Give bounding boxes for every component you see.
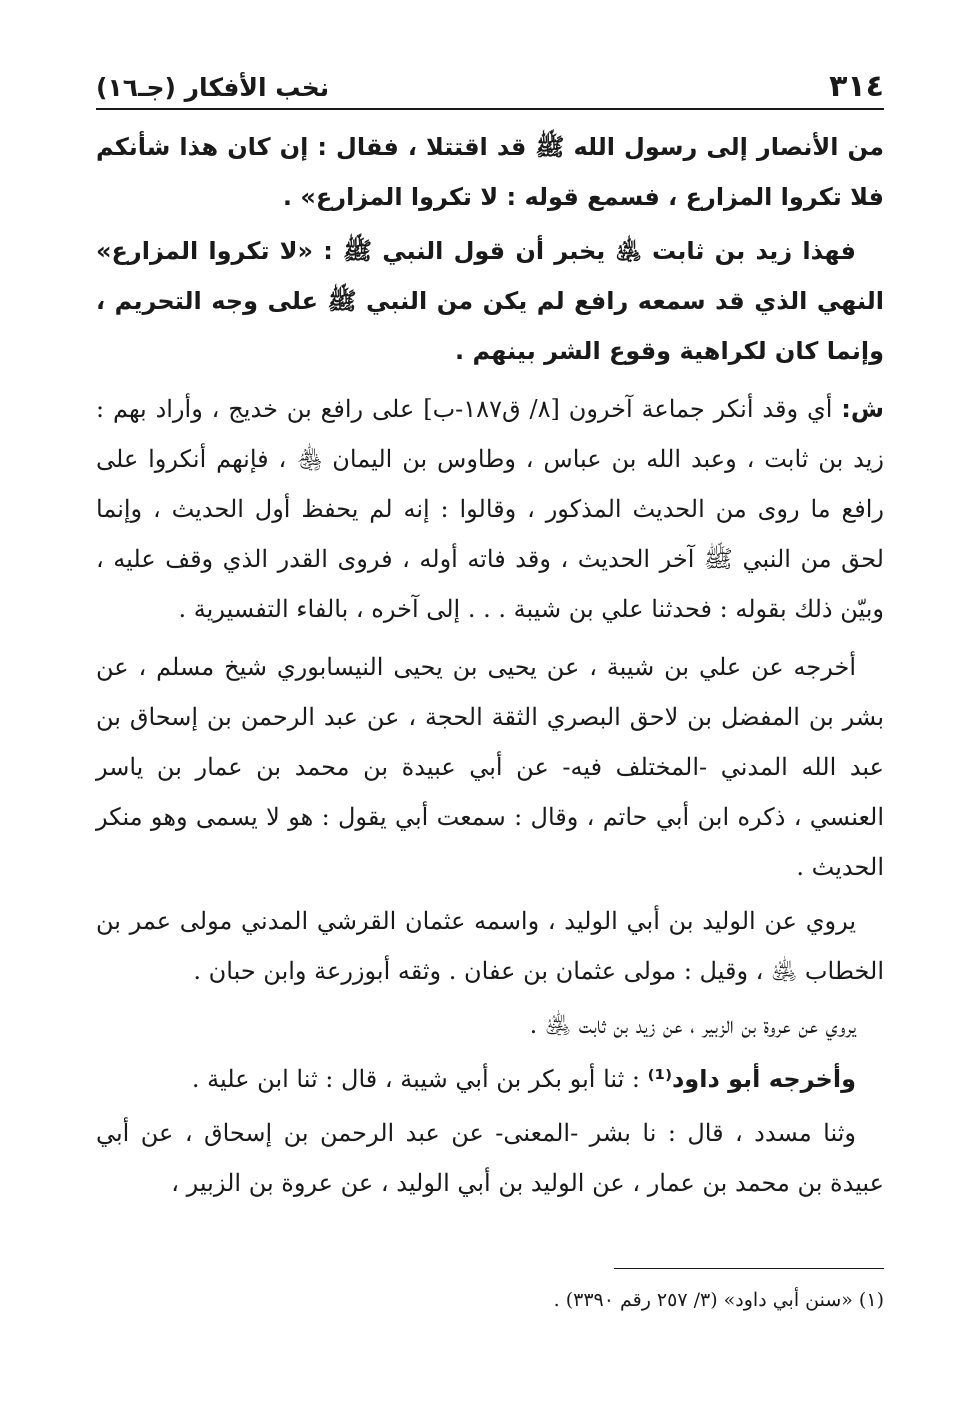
- page-body: [96, 122, 884, 1212]
- book-title: نخب الأفكار (جـ١٦): [96, 73, 330, 102]
- paragraph-text: أخرجه عن علي بن شيبة ، عن يحيى بن يحيى النيسابوري شيخ مسلم ، عن بشر بن المفضل بن لاحق البصري الثقة الحجة ، عن عبد الرحمن بن إسحاق بن عبد الله المدني -المختلف فيه- عن أبي عبيدة بن محمد بن عمار بن ياسر العنسي ، ذكره ابن أبي حاتم ، وقال : سمعت أبي يقول : هو لا يسمى وهو منكر الحديث .: [96, 653, 884, 881]
- paragraph-text: وثنا مسدد ، قال : نا بشر -المعنى- عن عبد الرحمن بن إسحاق ، عن أبي عبيدة بن محمد بن عمار ، عن الوليد بن أبي الوليد ، عن عروة بن الزبير ،: [96, 1119, 884, 1197]
- hadith-paragraph-2: [96, 226, 884, 376]
- paragraph-text: من الأنصار إلى رسول الله ﷺ قد اقتتلا ، فقال : إن كان هذا شأنكم فلا تكروا المزارع ، فسمع قوله : لا تكروا المزارع» .: [96, 133, 884, 211]
- hadith-paragraph-1: [96, 122, 884, 222]
- paragraph-text: فهذا زيد بن ثابت ﵁ يخبر أن قول النبي ﷺ : «لا تكروا المزارع» النهي الذي قد سمعه رافع لم يكن من النبي ﷺ على وجه التحريم ، وإنما كان لكراهية وقوع الشر بينهم .: [96, 237, 884, 365]
- commentary-paragraph-4: [96, 1000, 884, 1050]
- footnote-divider: [614, 1268, 884, 1269]
- commentary-paragraph-5: [96, 1054, 884, 1104]
- footnote: (١) «سنن أبي داود» (٣/ ٢٥٧ رقم ٣٣٩٠) .: [553, 1289, 884, 1311]
- commentary-paragraph-2: [96, 642, 884, 892]
- paragraph-text: أي وقد أنكر جماعة آخرون [٨/ ق١٨٧-ب] على رافع بن خديج ، وأراد بهم : زيد بن ثابت ، وعبد الله بن عباس ، وطاوس بن اليمان ﵃ ، فإنهم أنكروا على رافع ما روى من الحديث المذكور ، وقالوا : إنه لم يحفظ أول الحديث ، وإنما لحق من النبي ﷺ آخر الحديث ، وقد فاته أوله ، فروى القدر الذي وقف عليه ، وبيّن ذلك بقوله : فحدثنا علي بن شيبة . . . إلى آخره ، بالفاء التفسيرية .: [96, 395, 884, 623]
- commentary-marker: ش:: [841, 395, 885, 423]
- page-number: ٣١٤: [829, 69, 884, 104]
- page-header: [96, 58, 884, 108]
- commentary-paragraph-3: [96, 896, 884, 996]
- commentary-paragraph-6: [96, 1108, 884, 1208]
- paragraph-text: : ثنا أبو بكر بن أبي شيبة ، قال : ثنا ابن علية .: [191, 1065, 648, 1093]
- paragraph-text: يروي عن الوليد بن أبي الوليد ، واسمه عثمان القرشي المدني مولى عمر بن الخطاب ﵁ ، وقيل : مولى عثمان بن عفان . وثقه أبوزرعة وابن حبان .: [96, 907, 884, 985]
- paragraph-text: يروي عن عروة بن الزبير ، عن زيد بن ثابت ﵁ .: [529, 1011, 856, 1039]
- header-divider: [96, 108, 884, 110]
- commentary-paragraph-1: [96, 384, 884, 634]
- source-label: وأخرجه أبو داود⁽¹⁾: [647, 1065, 856, 1093]
